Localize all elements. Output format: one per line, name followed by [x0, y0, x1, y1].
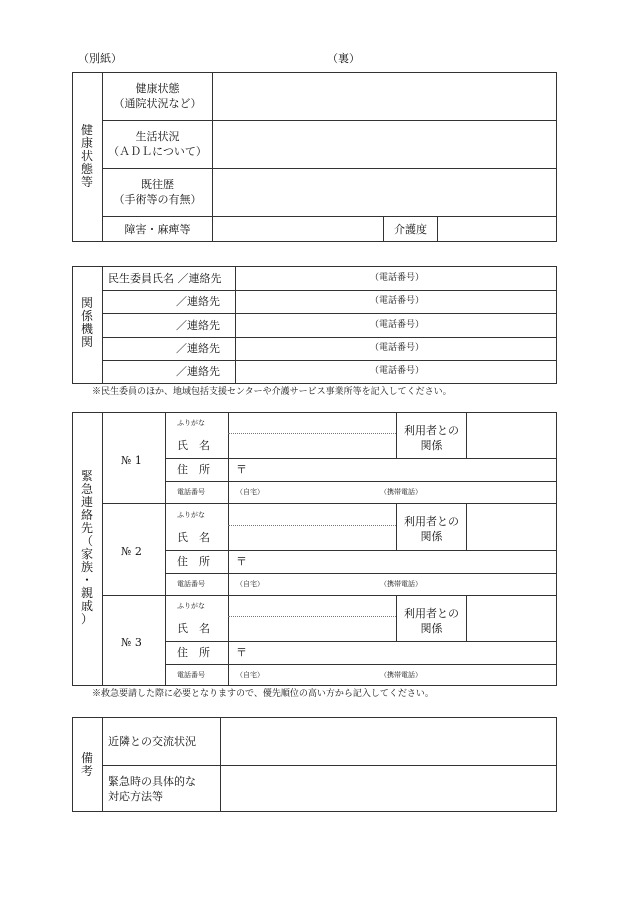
contact-3-postal-mark: 〒 — [236, 646, 247, 659]
emergency-response-field[interactable] — [221, 766, 556, 811]
contact-3-furigana-label: ふりがな — [177, 602, 205, 610]
welfare-commissioner-label: 民生委員氏名 ／連絡先 — [108, 272, 222, 285]
health-status-label: 健康状態 （通院状況など） — [113, 82, 202, 110]
emergency-response-label: 緊急時の具体的な 対応方法等 — [108, 775, 196, 803]
contact-1-name-label: 氏 名 — [177, 439, 210, 452]
contact-1-postal-mark: 〒 — [236, 463, 247, 476]
contact-1-mobile-label: （携帯電話） — [380, 488, 422, 496]
medical-history-label: 既往歴 （手術等の有無） — [113, 178, 202, 206]
emergency-section — [72, 412, 557, 686]
agency-phone-label-4: （電話番号） — [370, 343, 425, 353]
agency-contact-label-4: ／連絡先 — [176, 342, 220, 355]
emergency-note: ※救急要請した際に必要となりますので、優先順位の高い方から記入してください。 — [92, 689, 434, 699]
neighbor-exchange-label: 近隣との交流状況 — [108, 735, 196, 748]
health-status-field[interactable] — [213, 73, 556, 119]
living-status-label: 生活状況 （ＡＤＬについて） — [108, 130, 207, 158]
agency-phone-label-2: （電話番号） — [370, 296, 425, 306]
agency-contact-label-5: ／連絡先 — [176, 365, 220, 378]
emergency-side-label: 緊 急 連 絡 先 （ 家 族 ・ 親 戚 ） — [80, 469, 93, 626]
medical-history-field[interactable] — [213, 169, 556, 215]
care-level-label: 介護度 — [394, 223, 427, 236]
contact-2-number: № 2 — [121, 545, 142, 558]
contact-2-relation-label: 利用者との 関係 — [404, 515, 459, 543]
neighbor-exchange-field[interactable] — [221, 718, 556, 764]
contact-2-phone-label: 電話番号 — [177, 580, 205, 588]
contact-1-address-label: 住 所 — [177, 463, 210, 476]
back-side-label: （裏） — [327, 52, 360, 65]
contact-3-relation-label: 利用者との 関係 — [404, 607, 459, 635]
contact-1-number: № 1 — [121, 454, 142, 467]
remarks-side-label: 備 考 — [80, 751, 93, 778]
contact-3-name-label: 氏 名 — [177, 622, 210, 635]
agencies-side-label: 関 係 機 関 — [80, 296, 93, 349]
contact-3-address-label: 住 所 — [177, 646, 210, 659]
contact-2-furigana-label: ふりがな — [177, 511, 205, 519]
attachment-label: （別紙） — [78, 52, 122, 65]
contact-2-mobile-label: （携帯電話） — [380, 580, 422, 588]
contact-1-phone-label: 電話番号 — [177, 488, 205, 496]
agency-contact-label-3: ／連絡先 — [176, 319, 220, 332]
contact-3-mobile-label: （携帯電話） — [380, 671, 422, 679]
contact-3-home-label: （自宅） — [236, 671, 264, 679]
contact-2-address-label: 住 所 — [177, 555, 210, 568]
agency-phone-label-3: （電話番号） — [370, 320, 425, 330]
contact-1-home-label: （自宅） — [236, 488, 264, 496]
disability-label: 障害・麻痺等 — [124, 223, 191, 236]
contact-3-phone-label: 電話番号 — [177, 671, 205, 679]
agencies-note: ※民生委員のほか、地域包括支援センターや介護サービス事業所等を記入してください。 — [92, 387, 452, 397]
living-status-field[interactable] — [213, 121, 556, 167]
health-side-label: 健 康 状 態 等 — [80, 123, 93, 189]
agency-contact-label-2: ／連絡先 — [176, 295, 220, 308]
care-level-field[interactable] — [438, 217, 556, 241]
disability-field[interactable] — [213, 217, 382, 241]
agency-phone-label-1: （電話番号） — [370, 273, 425, 283]
contact-3-number: № 3 — [121, 636, 142, 649]
contact-1-furigana-label: ふりがな — [177, 419, 205, 427]
contact-2-home-label: （自宅） — [236, 580, 264, 588]
contact-2-name-label: 氏 名 — [177, 531, 210, 544]
contact-2-postal-mark: 〒 — [236, 555, 247, 568]
contact-1-relation-label: 利用者との 関係 — [404, 424, 459, 452]
agency-phone-label-5: （電話番号） — [370, 366, 425, 376]
